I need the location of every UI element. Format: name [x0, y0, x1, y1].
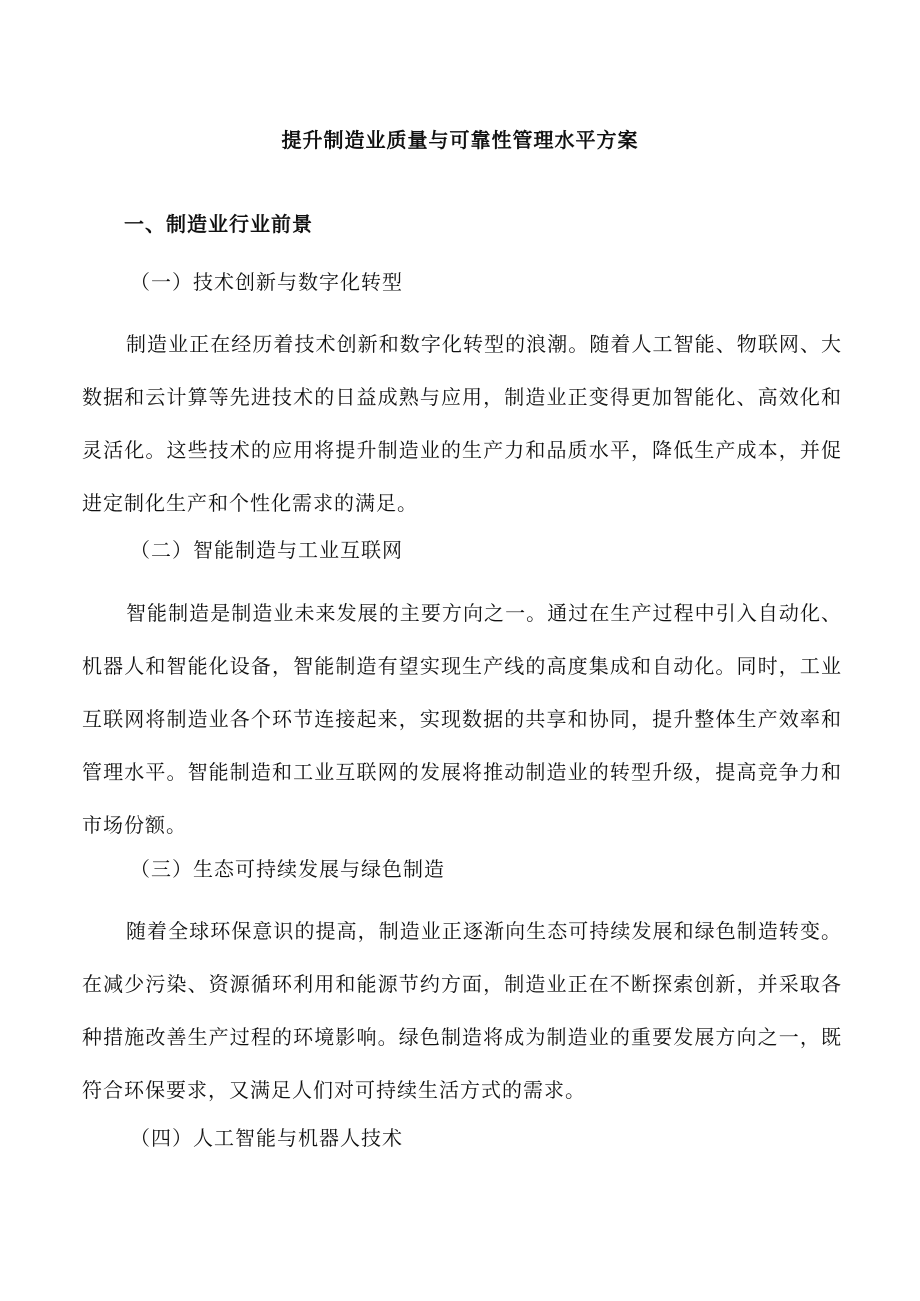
paragraph-2: 智能制造是制造业未来发展的主要方向之一。通过在生产过程中引入自动化、机器人和智能化设备，智能制造有望实现生产线的高度集成和自动化。同时，工业互联网将制造业各个环节连接起来，实现数据的共享和协同，提升整体生产效率和管理水平。智能制造和工业互联网的发展将推动制造业的转型升级，提高竞争力和市场份额。 — [82, 601, 842, 837]
paragraph-1: 制造业正在经历着技术创新和数字化转型的浪潮。随着人工智能、物联网、大数据和云计算等先进技术的日益成熟与应用，制造业正变得更加智能化、高效化和灵活化。这些技术的应用将提升制造业的生产力和品质水平，降低生产成本，并促进定制化生产和个性化需求的满足。 — [82, 332, 842, 515]
subsection-heading-1: （一）技术创新与数字化转型 — [130, 270, 403, 294]
subsection-heading-4: （四）人工智能与机器人技术 — [130, 1126, 403, 1150]
section-heading: 一、制造业行业前景 — [124, 212, 313, 236]
subsection-heading-3: （三）生态可持续发展与绿色制造 — [130, 857, 445, 881]
document-title: 提升制造业质量与可靠性管理水平方案 — [281, 128, 639, 152]
subsection-heading-2: （二）智能制造与工业互联网 — [130, 538, 403, 562]
paragraph-3: 随着全球环保意识的提高，制造业正逐渐向生态可持续发展和绿色制造转变。在减少污染、资源循环利用和能源节约方面，制造业正在不断探索创新，并采取各种措施改善生产过程的环境影响。绿色制造将成为制造业的重要发展方向之一，既符合环保要求，又满足人们对可持续生活方式的需求。 — [82, 919, 842, 1102]
